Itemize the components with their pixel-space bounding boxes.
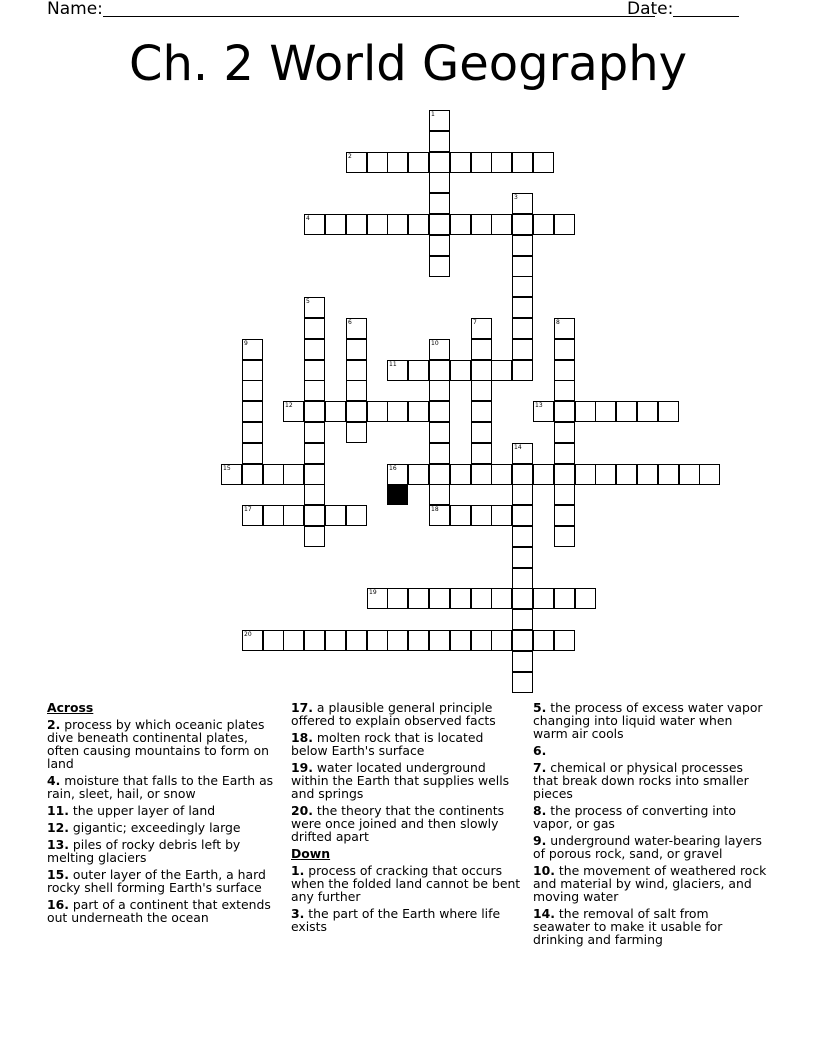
cell-number: 12: [285, 402, 293, 409]
crossword-cell[interactable]: [304, 401, 325, 422]
crossword-cell[interactable]: [242, 630, 263, 651]
crossword-cell[interactable]: [450, 464, 471, 485]
crossword-cell[interactable]: [450, 630, 471, 651]
crossword-cell[interactable]: [679, 464, 700, 485]
clue-text: the upper layer of land: [72, 803, 216, 818]
across-heading: Across: [47, 700, 94, 715]
crossword-cell[interactable]: [471, 401, 492, 422]
crossword-cell[interactable]: [512, 276, 533, 297]
crossword-cell[interactable]: [429, 505, 450, 526]
cell-number: 1: [431, 111, 435, 118]
crossword-cell[interactable]: [554, 360, 575, 381]
cell-number: 9: [244, 340, 248, 347]
crossword-cell[interactable]: [387, 214, 408, 235]
crossword-cell[interactable]: [429, 235, 450, 256]
clue-text: the theory that the continents were once joined and then slowly drifted apart: [291, 803, 505, 844]
crossword-cell[interactable]: [533, 401, 554, 422]
crossword-cell[interactable]: [554, 588, 575, 609]
crossword-cell[interactable]: [575, 401, 596, 422]
clue-text: water located underground within the Earth that supplies wells and springs: [291, 760, 510, 801]
clue-number: 15.: [47, 867, 69, 882]
clue-across-2: [47, 718, 277, 770]
crossword-cell[interactable]: [637, 401, 658, 422]
crossword-cell[interactable]: [512, 214, 533, 235]
crossword-cell[interactable]: [408, 360, 429, 381]
name-label: Name:: [47, 0, 103, 19]
crossword-cell[interactable]: [408, 630, 429, 651]
clue-text: molten rock that is located below Earth's surface: [291, 730, 484, 758]
crossword-cell[interactable]: [491, 464, 512, 485]
crossword-cell[interactable]: [554, 214, 575, 235]
clue-across-20: [291, 804, 523, 843]
clue-across-13: [47, 838, 277, 864]
crossword-cell[interactable]: [387, 630, 408, 651]
crossword-cell[interactable]: [429, 131, 450, 152]
crossword-cell[interactable]: [242, 422, 263, 443]
clue-down-7: [533, 761, 769, 800]
crossword-cell[interactable]: [450, 152, 471, 173]
cell-number: 4: [306, 215, 310, 222]
clue-down-10: [533, 864, 769, 903]
crossword-cell[interactable]: [387, 152, 408, 173]
cell-number: 16: [389, 465, 397, 472]
crossword-cell[interactable]: [325, 214, 346, 235]
crossword-cell[interactable]: [554, 318, 575, 339]
cell-number: 20: [244, 631, 252, 638]
crossword-cell[interactable]: [512, 464, 533, 485]
clue-text: process by which oceanic plates dive beneath continental plates, often causing mountains to form on land: [47, 717, 269, 771]
crossword-cell[interactable]: [658, 464, 679, 485]
clue-number: 9.: [533, 833, 547, 848]
crossword-cell[interactable]: [554, 401, 575, 422]
crossword-cell[interactable]: [283, 630, 304, 651]
crossword-cell[interactable]: [512, 651, 533, 672]
crossword-cell[interactable]: [616, 464, 637, 485]
crossword-cell[interactable]: [408, 401, 429, 422]
crossword-cell[interactable]: [242, 339, 263, 360]
crossword-cell[interactable]: [471, 464, 492, 485]
crossword-cell[interactable]: [242, 505, 263, 526]
crossword-cell[interactable]: [429, 339, 450, 360]
crossword-cell[interactable]: [429, 630, 450, 651]
crossword-cell[interactable]: [346, 380, 367, 401]
crossword-cell[interactable]: [699, 464, 720, 485]
clue-text: the process of excess water vapor changing into liquid water when warm air cools: [533, 700, 763, 741]
crossword-cell[interactable]: [533, 464, 554, 485]
crossword-cell[interactable]: [554, 526, 575, 547]
cell-number: 15: [223, 465, 231, 472]
crossword-cell[interactable]: [533, 630, 554, 651]
crossword-cell[interactable]: [616, 401, 637, 422]
crossword-cell[interactable]: [304, 297, 325, 318]
cell-number: 11: [389, 361, 397, 368]
crossword-cell[interactable]: [512, 630, 533, 651]
clue-text: moisture that falls to the Earth as rain, sleet, hail, or snow: [47, 773, 274, 801]
crossword-cell[interactable]: [408, 152, 429, 173]
crossword-cell[interactable]: [450, 505, 471, 526]
crossword-cell[interactable]: [387, 588, 408, 609]
crossword-cell[interactable]: [471, 443, 492, 464]
crossword-cell[interactable]: [471, 380, 492, 401]
crossword-cell[interactable]: [367, 588, 388, 609]
crossword-cell[interactable]: [304, 505, 325, 526]
clue-text: the movement of weathered rock and material by wind, glaciers, and moving water: [533, 863, 767, 904]
crossword-cell[interactable]: [346, 422, 367, 443]
crossword-cell[interactable]: [450, 360, 471, 381]
crossword-cell[interactable]: [554, 422, 575, 443]
clue-text: chemical or physical processes that break down rocks into smaller pieces: [533, 760, 749, 801]
crossword-cell[interactable]: [491, 505, 512, 526]
crossword-cell[interactable]: [554, 380, 575, 401]
crossword-cell[interactable]: [367, 401, 388, 422]
crossword-cell[interactable]: [512, 235, 533, 256]
crossword-cell[interactable]: [512, 547, 533, 568]
clue-number: 6.: [533, 743, 547, 758]
crossword-cell[interactable]: [346, 630, 367, 651]
clue-across-17: [291, 701, 523, 727]
crossword-cell[interactable]: [304, 464, 325, 485]
crossword-cell[interactable]: [325, 505, 346, 526]
crossword-cell[interactable]: [304, 380, 325, 401]
clue-number: 10.: [533, 863, 555, 878]
clue-text: the removal of salt from seawater to make it usable for drinking and farming: [533, 906, 723, 947]
crossword-cell[interactable]: [471, 360, 492, 381]
crossword-cell[interactable]: [429, 110, 450, 131]
crossword-cell[interactable]: [512, 443, 533, 464]
clue-number: 2.: [47, 717, 61, 732]
crossword-cell[interactable]: [367, 152, 388, 173]
crossword-cell[interactable]: [283, 464, 304, 485]
clues-column-3: [533, 701, 769, 950]
crossword-cell[interactable]: [429, 422, 450, 443]
crossword-cell[interactable]: [533, 152, 554, 173]
crossword-cell[interactable]: [429, 360, 450, 381]
cell-number: 8: [556, 319, 560, 326]
crossword-cell[interactable]: [304, 526, 325, 547]
clue-number: 8.: [533, 803, 547, 818]
crossword-cell[interactable]: [554, 339, 575, 360]
crossword-cell[interactable]: [304, 214, 325, 235]
cell-number: 14: [514, 444, 522, 451]
clue-text: the process of converting into vapor, or gas: [533, 803, 736, 831]
crossword-cell[interactable]: [471, 214, 492, 235]
crossword-cell[interactable]: [429, 152, 450, 173]
crossword-cell[interactable]: [429, 256, 450, 277]
crossword-cell[interactable]: [346, 214, 367, 235]
crossword-cell[interactable]: [512, 318, 533, 339]
crossword-cell[interactable]: [304, 630, 325, 651]
crossword-cell[interactable]: [575, 464, 596, 485]
crossword-cell[interactable]: [346, 401, 367, 422]
crossword-cell[interactable]: [595, 464, 616, 485]
crossword-cell[interactable]: [512, 484, 533, 505]
crossword-cell[interactable]: [471, 422, 492, 443]
cell-number: 2: [348, 153, 352, 160]
clue-number: 20.: [291, 803, 313, 818]
crossword-cell[interactable]: [304, 422, 325, 443]
clue-across-15: [47, 868, 277, 894]
clue-down-6: [533, 744, 769, 757]
clue-number: 18.: [291, 730, 313, 745]
crossword-cell[interactable]: [304, 360, 325, 381]
crossword-cell[interactable]: [408, 214, 429, 235]
clue-across-4: [47, 774, 277, 800]
black-square: [387, 484, 408, 505]
crossword-cell[interactable]: [512, 588, 533, 609]
clue-down-8: [533, 804, 769, 830]
crossword-cell[interactable]: [325, 401, 346, 422]
clue-number: 16.: [47, 897, 69, 912]
crossword-cell[interactable]: [450, 588, 471, 609]
crossword-cell[interactable]: [512, 568, 533, 589]
clue-text: part of a continent that extends out underneath the ocean: [47, 897, 271, 925]
crossword-cell[interactable]: [429, 193, 450, 214]
crossword-cell[interactable]: [387, 401, 408, 422]
cell-number: 18: [431, 506, 439, 513]
clue-text: a plausible general principle offered to explain observed facts: [291, 700, 496, 728]
crossword-cell[interactable]: [367, 214, 388, 235]
crossword-cell[interactable]: [263, 464, 284, 485]
clue-down-1: [291, 864, 523, 903]
crossword-cell[interactable]: [512, 193, 533, 214]
clue-across-12: [47, 821, 277, 834]
cell-number: 7: [473, 319, 477, 326]
crossword-cell[interactable]: [408, 464, 429, 485]
crossword-cell[interactable]: [242, 464, 263, 485]
clue-across-16: [47, 898, 277, 924]
crossword-cell[interactable]: [512, 256, 533, 277]
crossword-cell[interactable]: [512, 505, 533, 526]
clue-across-11: [47, 804, 277, 817]
crossword-cell[interactable]: [512, 297, 533, 318]
crossword-cell[interactable]: [242, 380, 263, 401]
crossword-cell[interactable]: [346, 318, 367, 339]
crossword-cell[interactable]: [554, 443, 575, 464]
crossword-cell[interactable]: [429, 464, 450, 485]
clue-number: 13.: [47, 837, 69, 852]
crossword-cell[interactable]: [304, 484, 325, 505]
crossword-cell[interactable]: [512, 360, 533, 381]
clue-across-18: [291, 731, 523, 757]
crossword-cell[interactable]: [512, 339, 533, 360]
crossword-cell[interactable]: [512, 609, 533, 630]
crossword-cell[interactable]: [637, 464, 658, 485]
crossword-cell[interactable]: [346, 505, 367, 526]
crossword-cell[interactable]: [429, 401, 450, 422]
crossword-cell[interactable]: [283, 505, 304, 526]
clue-number: 1.: [291, 863, 305, 878]
crossword-cell[interactable]: [429, 214, 450, 235]
clue-number: 19.: [291, 760, 313, 775]
crossword-cell[interactable]: [429, 588, 450, 609]
clue-number: 3.: [291, 906, 305, 921]
crossword-cell[interactable]: [429, 484, 450, 505]
crossword-cell[interactable]: [263, 505, 284, 526]
crossword-cell[interactable]: [471, 318, 492, 339]
crossword-cell[interactable]: [512, 526, 533, 547]
crossword-cell[interactable]: [283, 401, 304, 422]
crossword-cell[interactable]: [491, 152, 512, 173]
crossword-cell[interactable]: [471, 339, 492, 360]
crossword-cell[interactable]: [304, 443, 325, 464]
cell-number: 19: [369, 589, 377, 596]
crossword-cell[interactable]: [429, 380, 450, 401]
date-label: Date:: [627, 0, 674, 19]
crossword-cell[interactable]: [429, 443, 450, 464]
clue-number: 7.: [533, 760, 547, 775]
crossword-cell[interactable]: [491, 214, 512, 235]
crossword-cell[interactable]: [491, 630, 512, 651]
clue-text: the part of the Earth where life exists: [291, 906, 501, 934]
crossword-cell[interactable]: [471, 152, 492, 173]
clues-column-2: [291, 701, 523, 937]
clue-text: gigantic; exceedingly large: [72, 820, 241, 835]
clue-down-3: [291, 907, 523, 933]
cell-number: 6: [348, 319, 352, 326]
crossword-cell[interactable]: [595, 401, 616, 422]
crossword-cell[interactable]: [512, 152, 533, 173]
crossword-cell[interactable]: [325, 630, 346, 651]
crossword-cell[interactable]: [304, 318, 325, 339]
crossword-cell[interactable]: [346, 152, 367, 173]
crossword-cell[interactable]: [554, 505, 575, 526]
cell-number: 17: [244, 506, 252, 513]
crossword-cell[interactable]: [554, 464, 575, 485]
crossword-cell[interactable]: [554, 630, 575, 651]
clue-text: piles of rocky debris left by melting glaciers: [47, 837, 241, 865]
crossword-cell[interactable]: [242, 401, 263, 422]
cell-number: 5: [306, 298, 310, 305]
cell-number: 10: [431, 340, 439, 347]
crossword-cell[interactable]: [491, 360, 512, 381]
crossword-cell[interactable]: [367, 630, 388, 651]
crossword-cell[interactable]: [242, 360, 263, 381]
crossword-cell[interactable]: [471, 505, 492, 526]
clue-number: 5.: [533, 700, 547, 715]
crossword-cell[interactable]: [512, 672, 533, 693]
crossword-cell[interactable]: [346, 339, 367, 360]
crossword-cell[interactable]: [304, 339, 325, 360]
clue-number: 14.: [533, 906, 555, 921]
clue-across-19: [291, 761, 523, 800]
down-heading: Down: [291, 846, 331, 861]
clue-number: 17.: [291, 700, 313, 715]
clue-text: underground water-bearing layers of porous rock, sand, or gravel: [533, 833, 762, 861]
crossword-cell[interactable]: [575, 588, 596, 609]
crossword-cell[interactable]: [533, 588, 554, 609]
crossword-cell[interactable]: [242, 443, 263, 464]
crossword-cell[interactable]: [221, 464, 242, 485]
crossword-cell[interactable]: [491, 588, 512, 609]
crossword-cell[interactable]: [658, 401, 679, 422]
crossword-cell[interactable]: [408, 588, 429, 609]
crossword-cell[interactable]: [346, 360, 367, 381]
clue-down-9: [533, 834, 769, 860]
clue-text: process of cracking that occurs when the folded land cannot be bent any further: [291, 863, 521, 904]
crossword-cell[interactable]: [387, 360, 408, 381]
crossword-cell[interactable]: [554, 484, 575, 505]
cell-number: 13: [535, 402, 543, 409]
crossword-cell[interactable]: [429, 172, 450, 193]
page-title: Ch. 2 World Geography: [128, 36, 688, 92]
cell-number: 3: [514, 194, 518, 201]
clue-down-14: [533, 907, 769, 946]
clue-number: 11.: [47, 803, 69, 818]
clue-number: 4.: [47, 773, 61, 788]
crossword-cell[interactable]: [263, 630, 284, 651]
clue-down-5: [533, 701, 769, 740]
crossword-cell[interactable]: [471, 588, 492, 609]
crossword-cell[interactable]: [387, 464, 408, 485]
crossword-cell[interactable]: [450, 214, 471, 235]
clues-column-1: [47, 701, 277, 928]
clue-number: 12.: [47, 820, 69, 835]
crossword-cell[interactable]: [533, 214, 554, 235]
crossword-cell[interactable]: [471, 630, 492, 651]
clue-text: outer layer of the Earth, a hard rocky shell forming Earth's surface: [47, 867, 266, 895]
